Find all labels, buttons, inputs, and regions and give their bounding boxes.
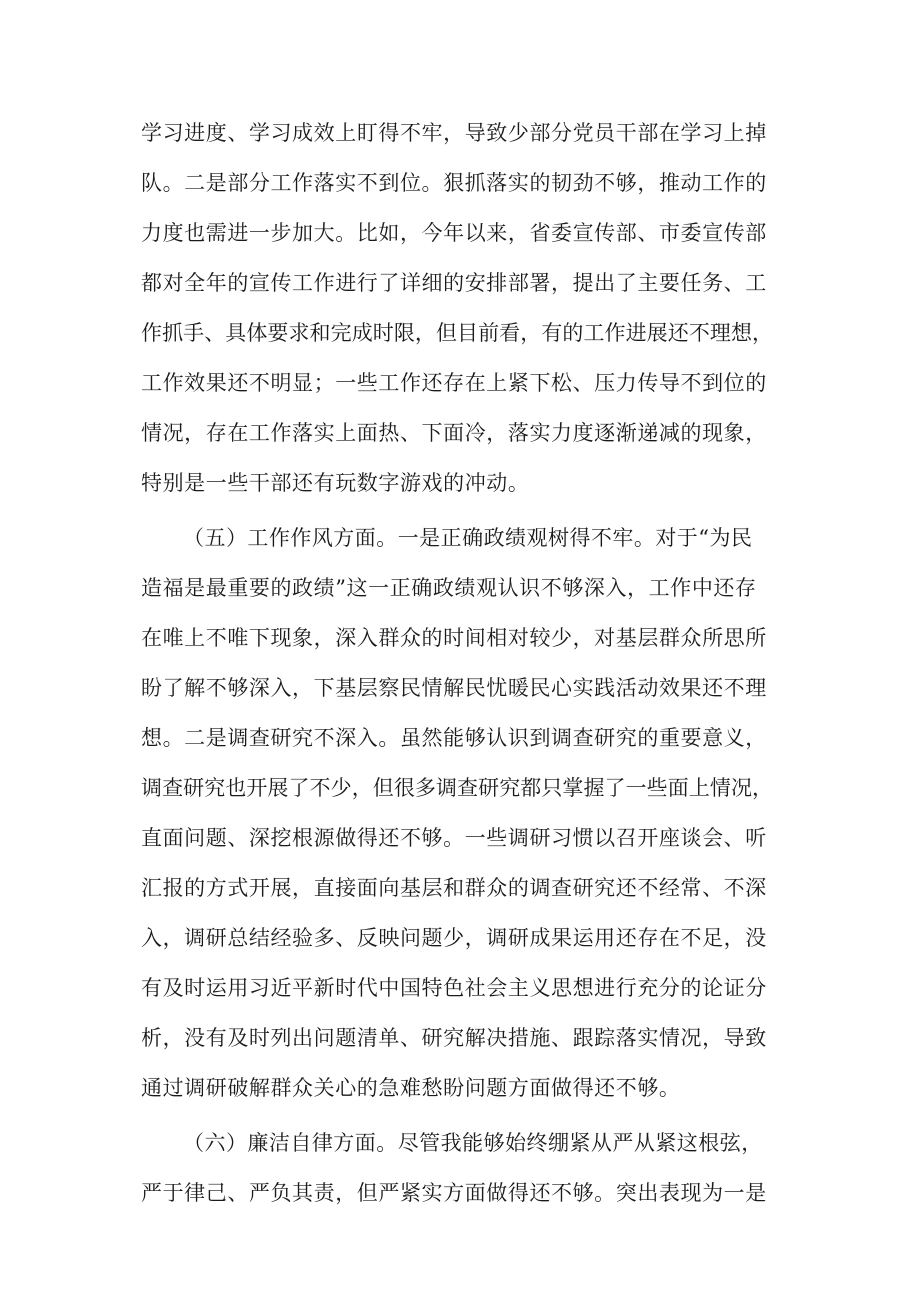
text-line: 想。二是调查研究不深入。虽然能够认识到调查研究的重要意义， [141,726,767,750]
text-line: 汇报的方式开展，直接面向基层和群众的调查研究还不经常、不深 [141,876,767,900]
text-line: 析，没有及时列出问题清单、研究解决措施、跟踪落实情况，导致 [141,1026,767,1050]
text-line: 有及时运用习近平新时代中国特色社会主义思想进行充分的论证分 [141,976,767,1000]
text-line: （六）廉洁自律方面。尽管我能够始终绷紧从严从紧这根弦， [183,1131,763,1155]
text-line: 学习进度、学习成效上盯得不牢，导致少部分党员干部在学习上掉 [141,121,767,145]
text-line: （五）工作作风方面。一是正确政绩观树得不牢。对于“为民 [183,526,753,550]
text-line: 情况，存在工作落实上面热、下面冷，落实力度逐渐递减的现象， [141,421,767,445]
text-line: 盼了解不够深入，下基层察民情解民忧暖民心实践活动效果还不理 [141,676,767,700]
text-line: 作抓手、具体要求和完成时限，但目前看，有的工作进展还不理想， [141,321,774,345]
text-line: 调查研究也开展了不少，但很多调查研究都只掌握了一些面上情况， [141,776,774,800]
text-line: 特别是一些干部还有玩数字游戏的冲动。 [141,471,530,495]
text-line: 力度也需进一步加大。比如，今年以来，省委宣传部、市委宣传部 [141,221,767,245]
text-line: 直面问题、深挖根源做得还不够。一些调研习惯以召开座谈会、听 [141,826,767,850]
text-line: 队。二是部分工作落实不到位。狠抓落实的韧劲不够，推动工作的 [141,171,767,195]
text-line: 造福是最重要的政绩”这一正确政绩观认识不够深入，工作中还存 [141,576,757,600]
text-line: 都对全年的宣传工作进行了详细的安排部署，提出了主要任务、工 [141,271,767,295]
text-line: 通过调研破解群众关心的急难愁盼问题方面做得还不够。 [141,1076,681,1100]
text-line: 严于律己、严负其责，但严紧实方面做得还不够。突出表现为一是 [141,1181,767,1205]
text-line: 入，调研总结经验多、反映问题少，调研成果运用还存在不足，没 [141,926,767,950]
text-line: 工作效果还不明显；一些工作还存在上紧下松、压力传导不到位的 [141,371,767,395]
text-line: 在唯上不唯下现象，深入群众的时间相对较少，对基层群众所思所 [141,626,767,650]
